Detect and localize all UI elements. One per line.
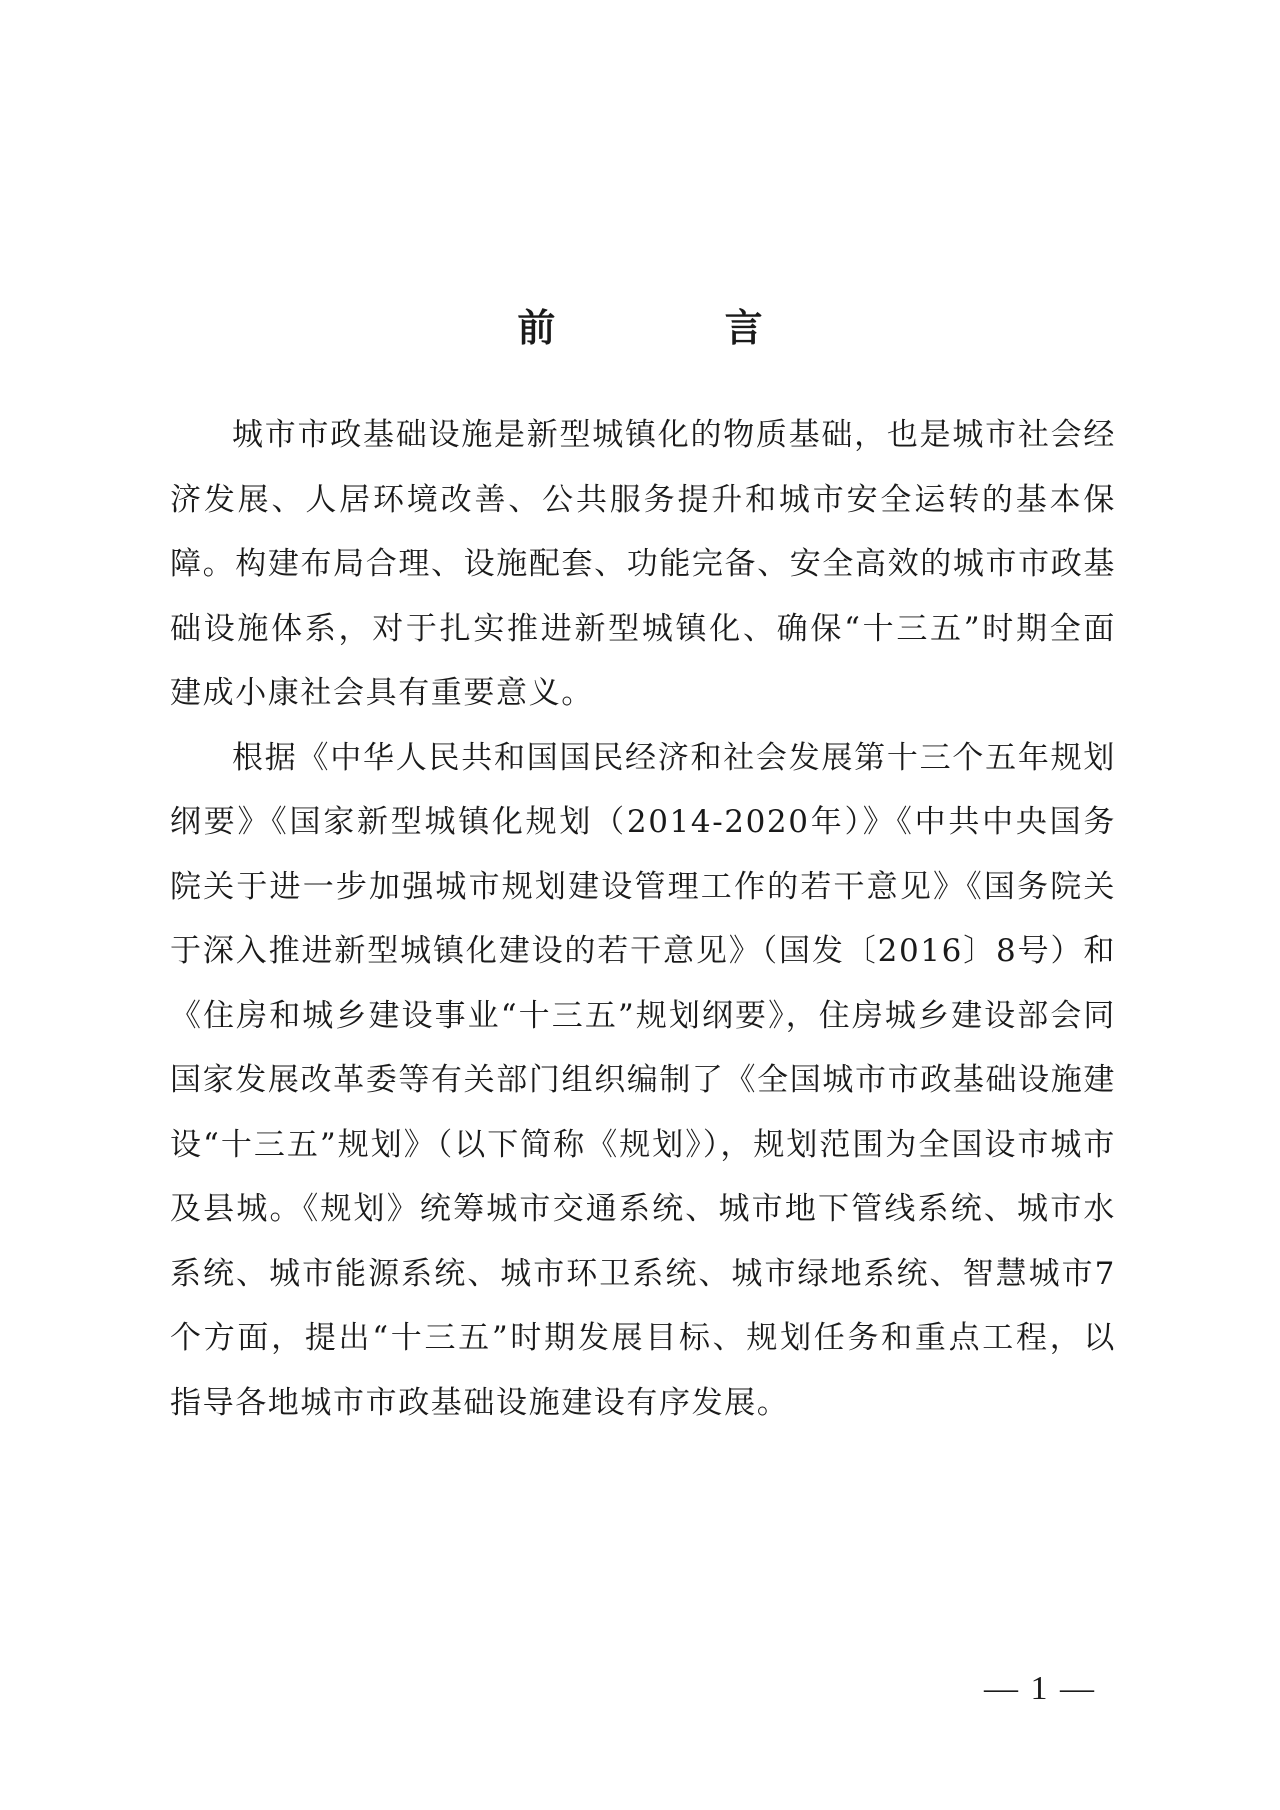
paragraph: 城市市政基础设施是新型城镇化的物质基础，也是城市社会经济发展、人居环境改善、公共服务提升和城市安全运转的基本保障。构建布局合理、设施配套、功能完备、安全高效的城市市政基础设施体系，对于扎实推进新型城镇化、确保“十三五”时期全面建成小康社会具有重要意义。 bbox=[170, 417, 1116, 711]
paragraph: 根据《中华人民共和国国民经济和社会发展第十三个五年规划纲要》《国家新型城镇化规划（2014-2020年）》《中共中央国务院关于进一步加强城市规划建设管理工作的若干意见》《国务院关于深入推进新型城镇化建设的若干意见》（国发〔2016〕8号）和《住房和城乡建设事业“十三五”规划纲要》，住房城乡建设部会同国家发展改革委等有关部门组织编制了《全国城市市政基础设施建设“十三五”规划》（以下简称《规划》），规划范围为全国设市城市及县城。《规划》统筹城市交通系统、城市地下管线系统、城市水系统、城市能源系统、城市环卫系统、城市绿地系统、智慧城市7个方面，提出“十三五”时期发展目标、规划任务和重点工程，以指导各地城市市政基础设施建设有序发展。 bbox=[170, 739, 1116, 1421]
page-title: 前 言 bbox=[517, 306, 841, 350]
page-number: — 1 — bbox=[984, 1670, 1096, 1707]
body-text bbox=[170, 403, 1116, 1435]
